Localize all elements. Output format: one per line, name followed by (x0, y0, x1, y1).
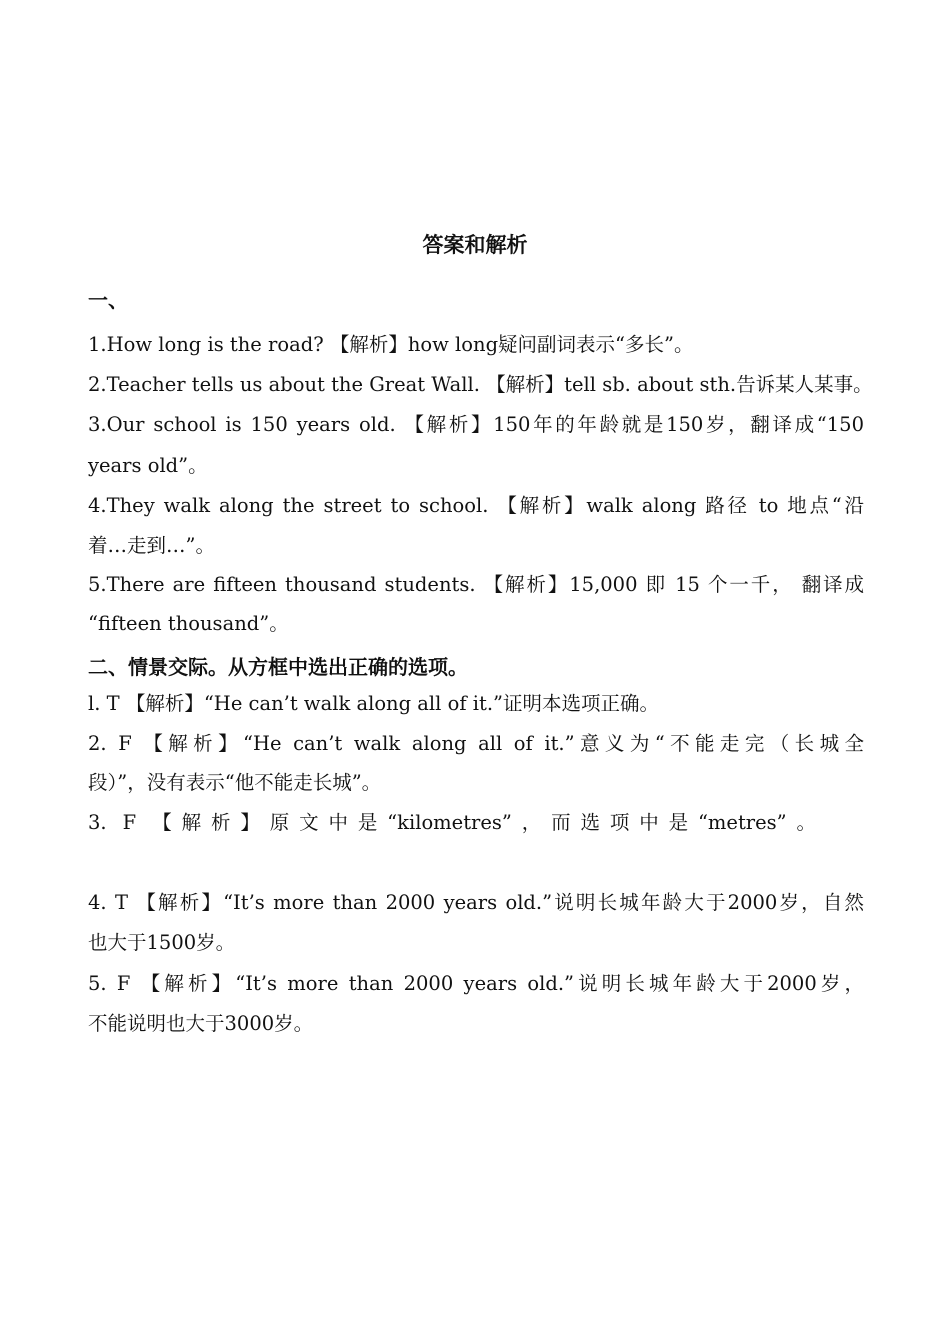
answer-line: 2.Teacher tells us about the Great Wall. 【解析】tell sb. about sth.告诉某人某事。 (88, 373, 873, 396)
answer-line: 3.Our school is 150 years old. 【解析】150年的年龄就是150岁，翻译成“150 (88, 413, 864, 436)
answer-line: 5. F 【解析】“It’s more than 2000 years old.”说明长城年龄大于2000岁， (88, 972, 864, 995)
answer-line: l. T 【解析】“He can’t walk along all of it.”证明本选项正确。 (88, 692, 659, 715)
answer-line: 不能说明也大于3000岁。 (88, 1012, 314, 1035)
answer-line: 3. F 【解析】原文中是“kilometres”，而选项中是“metres”。 (88, 811, 816, 834)
answer-line: “fifteen thousand”。 (88, 612, 289, 635)
answer-line: 1.How long is the road? 【解析】how long疑问副词表示“多长”。 (88, 333, 694, 356)
answer-line: 4.They walk along the street to school. 【解析】walk along 路径 to 地点“沿 (88, 494, 864, 517)
answer-line: 2. F 【解析】“He can’t walk along all of it.”意义为“不能走完（长城全 (88, 732, 864, 755)
answer-line: 也大于1500岁。 (88, 931, 236, 954)
document-title: 答案和解析 (422, 233, 528, 257)
answer-line: 5.There are fifteen thousand students. 【解析】15,000 即 15 个一千， 翻译成 (88, 573, 864, 596)
answer-line: years old”。 (88, 454, 208, 477)
section-1-heading: 一、 (88, 288, 128, 312)
answer-line: 着…走到…”。 (88, 534, 215, 557)
answer-line: 4. T 【解析】“It’s more than 2000 years old.”说明长城年龄大于2000岁，自然 (88, 891, 864, 914)
answer-line: 段）”，没有表示“他不能走长城”。 (88, 771, 382, 794)
section-2-heading: 二、情景交际。从方框中选出正确的选项。 (88, 655, 468, 679)
